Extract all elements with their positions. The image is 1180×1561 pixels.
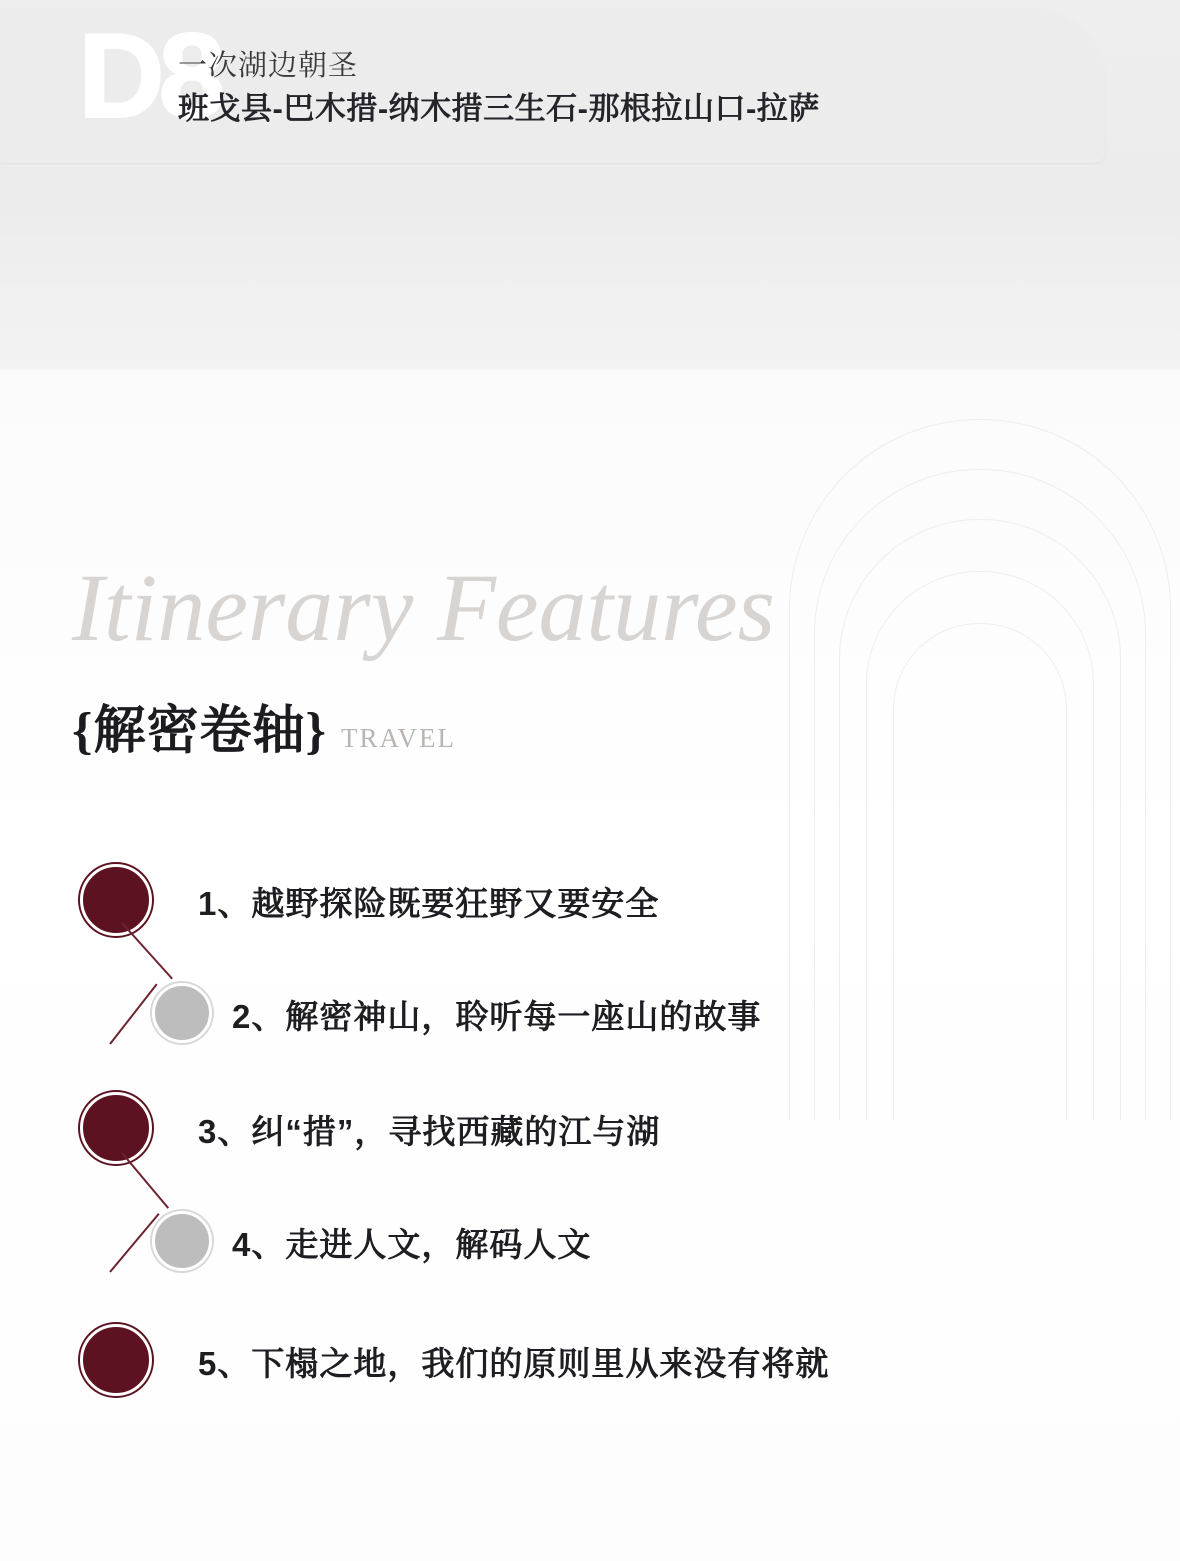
timeline-connector: [109, 983, 157, 1044]
day-header-card: [0, 8, 1105, 163]
header-route: 班戈县-巴木措-纳木措三生石-那根拉山口-拉萨: [178, 91, 820, 127]
timeline-marker-grey: [152, 983, 212, 1043]
list-item: [0, 850, 1180, 965]
feature-text: 3、纠“措”，寻找西藏的江与湖: [198, 1113, 661, 1150]
feature-text: 1、越野探险既要狂野又要安全: [198, 885, 660, 922]
timeline-marker-grey: [152, 1211, 212, 1271]
section-title-tag: TRAVEL: [340, 723, 456, 753]
section-title-english: Itinerary Features: [72, 554, 775, 661]
main-content: [0, 370, 1180, 1561]
feature-text: 2、解密神山，聆听每一座山的故事: [232, 998, 762, 1035]
header-text-block: [178, 48, 1078, 129]
section-title-group: [72, 703, 456, 760]
list-item: [0, 1195, 1180, 1310]
timeline-marker-dark: [80, 1324, 152, 1396]
feature-text: 5、下榻之地，我们的原则里从来没有将就: [198, 1345, 830, 1382]
feature-text: 4、走进人文，解码人文: [232, 1226, 592, 1263]
timeline-marker-dark: [80, 1092, 152, 1164]
section-title-chinese: {解密卷轴}: [72, 703, 327, 760]
list-item: [0, 1080, 1180, 1195]
feature-timeline: [0, 850, 1180, 1425]
timeline-marker-dark: [80, 864, 152, 936]
header-subtitle: 一次湖边朝圣: [178, 50, 359, 82]
list-item: [0, 1310, 1180, 1425]
day-number: D8: [78, 9, 220, 143]
top-banner: [0, 0, 1180, 370]
list-item: [0, 965, 1180, 1080]
